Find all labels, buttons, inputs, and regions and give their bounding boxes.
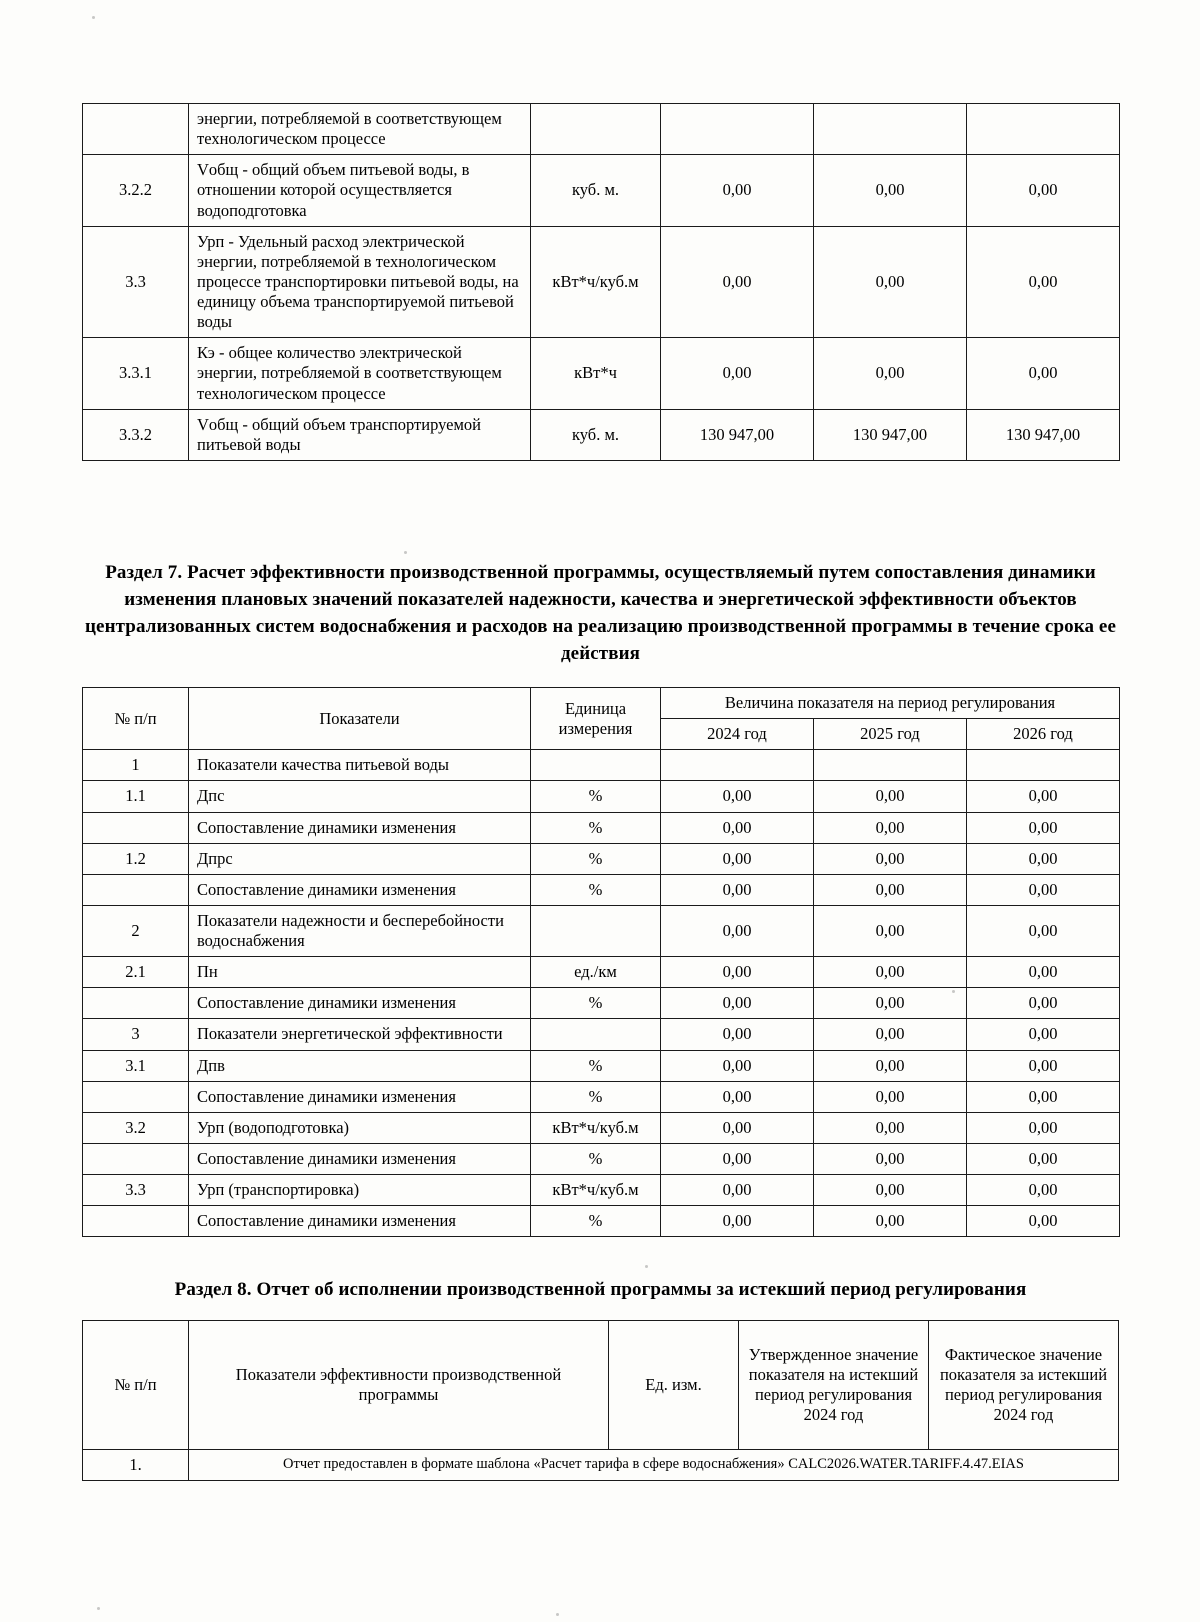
row-number: 1. (83, 1450, 189, 1481)
table-row (83, 1450, 1119, 1481)
row-number: 3.3.2 (83, 409, 189, 460)
row-indicator-name: Показатели качества питьевой воды (189, 750, 531, 781)
row-value-2026: 0,00 (967, 781, 1120, 812)
row-value-2025 (814, 104, 967, 155)
scan-speck (97, 1607, 100, 1610)
table-row (83, 957, 1120, 988)
row-value-2024: 0,00 (661, 905, 814, 956)
row-value-2026: 0,00 (967, 843, 1120, 874)
row-number (83, 988, 189, 1019)
row-value-2026: 0,00 (967, 812, 1120, 843)
row-value-2025: 0,00 (814, 874, 967, 905)
row-value-2026 (967, 104, 1120, 155)
row-unit: ед./км (531, 957, 661, 988)
scan-speck (404, 551, 407, 554)
table-row (83, 104, 1120, 155)
row-value-2026: 0,00 (967, 988, 1120, 1019)
row-number (83, 874, 189, 905)
row-unit: % (531, 1050, 661, 1081)
row-value-2026: 0,00 (967, 1081, 1120, 1112)
row-unit: % (531, 1206, 661, 1237)
row-value-2026: 0,00 (967, 1050, 1120, 1081)
row-value-2024: 130 947,00 (661, 409, 814, 460)
row-indicator-name: Дпс (189, 781, 531, 812)
row-unit (531, 1019, 661, 1050)
row-indicator-name: Vобщ - общий объем питьевой воды, в отношении которой осуществляется водоподготовка (189, 155, 531, 226)
header-year-2025: 2025 год (814, 719, 967, 750)
row-value-2025: 130 947,00 (814, 409, 967, 460)
row-value-2024: 0,00 (661, 1019, 814, 1050)
row-value-2026: 130 947,00 (967, 409, 1120, 460)
section-8-heading: Раздел 8. Отчет об исполнении производственной программы за истекший период регулирования (174, 1279, 1027, 1300)
table-row (83, 1112, 1120, 1143)
table-row (83, 1081, 1120, 1112)
table-row (83, 843, 1120, 874)
scan-speck (92, 16, 95, 19)
row-unit: % (531, 988, 661, 1019)
table-row (83, 1143, 1120, 1174)
table-row (83, 812, 1120, 843)
row-value-2026: 0,00 (967, 1175, 1120, 1206)
row-value-2025: 0,00 (814, 338, 967, 409)
row-value-2025: 0,00 (814, 781, 967, 812)
row-value-2026: 0,00 (967, 874, 1120, 905)
header-number: № п/п (83, 688, 189, 750)
table-row (83, 1050, 1120, 1081)
table-row (83, 781, 1120, 812)
row-value-2025: 0,00 (814, 957, 967, 988)
row-value-2024: 0,00 (661, 1175, 814, 1206)
row-value-2026: 0,00 (967, 1143, 1120, 1174)
row-number: 2 (83, 905, 189, 956)
row-number (83, 1143, 189, 1174)
section-7-table (82, 687, 1120, 1237)
header-approved-value: Утвержденное значение показателя на истекший период регулирования 2024 год (739, 1321, 929, 1450)
table-row (83, 1019, 1120, 1050)
row-number: 3.3.1 (83, 338, 189, 409)
row-unit: кВт*ч/куб.м (531, 226, 661, 338)
row-value-2024: 0,00 (661, 874, 814, 905)
row-value-2024: 0,00 (661, 1143, 814, 1174)
row-indicator-name: Vобщ - общий объем транспортируемой питьевой воды (189, 409, 531, 460)
row-number: 3.2.2 (83, 155, 189, 226)
row-indicator-name: Показатели энергетической эффективности (189, 1019, 531, 1050)
row-unit: % (531, 874, 661, 905)
energy-indicators-table (82, 103, 1120, 461)
table-row (83, 874, 1120, 905)
row-value-2024: 0,00 (661, 338, 814, 409)
section-7-table-body (83, 750, 1120, 1237)
table-row (83, 1206, 1120, 1237)
row-value-2025: 0,00 (814, 1050, 967, 1081)
row-number (83, 812, 189, 843)
row-value-2026: 0,00 (967, 1206, 1120, 1237)
row-number: 3.1 (83, 1050, 189, 1081)
section-7-heading: Раздел 7. Расчет эффективности производственной программы, осуществляемый путем сопоставления динамики изменения плановых значений показателей надежности, качества и энергетической эффективности объектов централизованных систем водоснабжения и расходов на реализацию производственной программы в течение срока ее действия (84, 562, 1116, 664)
row-value-2025: 0,00 (814, 1143, 967, 1174)
row-unit: % (531, 781, 661, 812)
row-unit: куб. м. (531, 409, 661, 460)
section-8-table (82, 1320, 1119, 1481)
row-unit: кВт*ч/куб.м (531, 1175, 661, 1206)
row-indicator-name: Показатели надежности и бесперебойности водоснабжения (189, 905, 531, 956)
row-value-2024 (661, 750, 814, 781)
row-unit: % (531, 843, 661, 874)
row-value-2024: 0,00 (661, 226, 814, 338)
table-row (83, 226, 1120, 338)
row-value-2025: 0,00 (814, 1175, 967, 1206)
row-number: 3.2 (83, 1112, 189, 1143)
row-indicator-name: энергии, потребляемой в соответствующем технологическом процессе (189, 104, 531, 155)
scan-speck (556, 1613, 559, 1616)
row-number: 1.2 (83, 843, 189, 874)
header-indicators: Показатели эффективности производственной программы (189, 1321, 609, 1450)
row-value-2026: 0,00 (967, 905, 1120, 956)
row-value-2025: 0,00 (814, 843, 967, 874)
row-value-2024: 0,00 (661, 1081, 814, 1112)
row-number (83, 1206, 189, 1237)
table-row (83, 155, 1120, 226)
header-indicators: Показатели (189, 688, 531, 750)
row-value-2024 (661, 104, 814, 155)
row-number: 3.3 (83, 1175, 189, 1206)
row-indicator-name: Урп - Удельный расход электрической энергии, потребляемой в технологическом процессе транспортировки питьевой воды, на единицу объема транспортируемой питьевой воды (189, 226, 531, 338)
header-actual-value: Фактическое значение показателя за истекший период регулирования 2024 год (929, 1321, 1119, 1450)
row-indicator-name: Кэ - общее количество электрической энергии, потребляемой в соответствующем технологическом процессе (189, 338, 531, 409)
row-value-2025: 0,00 (814, 1112, 967, 1143)
header-number: № п/п (83, 1321, 189, 1450)
row-value-2024: 0,00 (661, 1112, 814, 1143)
row-number: 3 (83, 1019, 189, 1050)
row-indicator-name: Сопоставление динамики изменения (189, 1081, 531, 1112)
row-value-2025: 0,00 (814, 1206, 967, 1237)
header-unit: Ед. изм. (609, 1321, 739, 1450)
row-value-2024: 0,00 (661, 843, 814, 874)
table-row (83, 750, 1120, 781)
row-indicator-name: Урп (транспортировка) (189, 1175, 531, 1206)
row-number (83, 104, 189, 155)
row-value-2025: 0,00 (814, 226, 967, 338)
row-value-2025 (814, 750, 967, 781)
row-value-2026: 0,00 (967, 1112, 1120, 1143)
row-note: Отчет предоставлен в формате шаблона «Расчет тарифа в сфере водоснабжения» CALC2026.WATER.TARIFF.4.47.EIAS (189, 1450, 1119, 1481)
table-row (83, 338, 1120, 409)
row-unit: % (531, 1081, 661, 1112)
row-value-2026: 0,00 (967, 1019, 1120, 1050)
scan-speck (645, 1265, 648, 1268)
row-indicator-name: Дпв (189, 1050, 531, 1081)
header-year-2024: 2024 год (661, 719, 814, 750)
row-indicator-name: Сопоставление динамики изменения (189, 988, 531, 1019)
row-value-2025: 0,00 (814, 905, 967, 956)
row-number (83, 1081, 189, 1112)
header-year-2026: 2026 год (967, 719, 1120, 750)
row-unit: кВт*ч/куб.м (531, 1112, 661, 1143)
row-indicator-name: Сопоставление динамики изменения (189, 812, 531, 843)
row-value-2026 (967, 750, 1120, 781)
table-row (83, 988, 1120, 1019)
row-unit (531, 104, 661, 155)
row-indicator-name: Пн (189, 957, 531, 988)
row-unit: куб. м. (531, 155, 661, 226)
row-value-2025: 0,00 (814, 1081, 967, 1112)
row-number: 2.1 (83, 957, 189, 988)
row-unit: % (531, 1143, 661, 1174)
row-value-2024: 0,00 (661, 957, 814, 988)
row-value-2024: 0,00 (661, 781, 814, 812)
row-value-2024: 0,00 (661, 988, 814, 1019)
row-number: 1 (83, 750, 189, 781)
table-header-row (83, 1321, 1119, 1450)
row-value-2025: 0,00 (814, 988, 967, 1019)
header-unit: Единица измерения (531, 688, 661, 750)
row-value-2025: 0,00 (814, 155, 967, 226)
row-value-2024: 0,00 (661, 812, 814, 843)
row-value-2026: 0,00 (967, 226, 1120, 338)
row-value-2024: 0,00 (661, 1206, 814, 1237)
row-unit (531, 750, 661, 781)
row-indicator-name: Сопоставление динамики изменения (189, 1143, 531, 1174)
table-row (83, 1175, 1120, 1206)
row-number: 3.3 (83, 226, 189, 338)
row-value-2024: 0,00 (661, 1050, 814, 1081)
row-indicator-name: Урп (водоподготовка) (189, 1112, 531, 1143)
header-period-group: Величина показателя на период регулирования (661, 688, 1120, 719)
row-value-2024: 0,00 (661, 155, 814, 226)
row-unit (531, 905, 661, 956)
row-unit: кВт*ч (531, 338, 661, 409)
table-row (83, 409, 1120, 460)
row-indicator-name: Сопоставление динамики изменения (189, 1206, 531, 1237)
row-unit: % (531, 812, 661, 843)
row-indicator-name: Дпрс (189, 843, 531, 874)
row-value-2025: 0,00 (814, 1019, 967, 1050)
row-value-2025: 0,00 (814, 812, 967, 843)
row-indicator-name: Сопоставление динамики изменения (189, 874, 531, 905)
row-value-2026: 0,00 (967, 155, 1120, 226)
table-row (83, 905, 1120, 956)
row-value-2026: 0,00 (967, 338, 1120, 409)
table-header-row (83, 688, 1120, 719)
row-value-2026: 0,00 (967, 957, 1120, 988)
row-number: 1.1 (83, 781, 189, 812)
